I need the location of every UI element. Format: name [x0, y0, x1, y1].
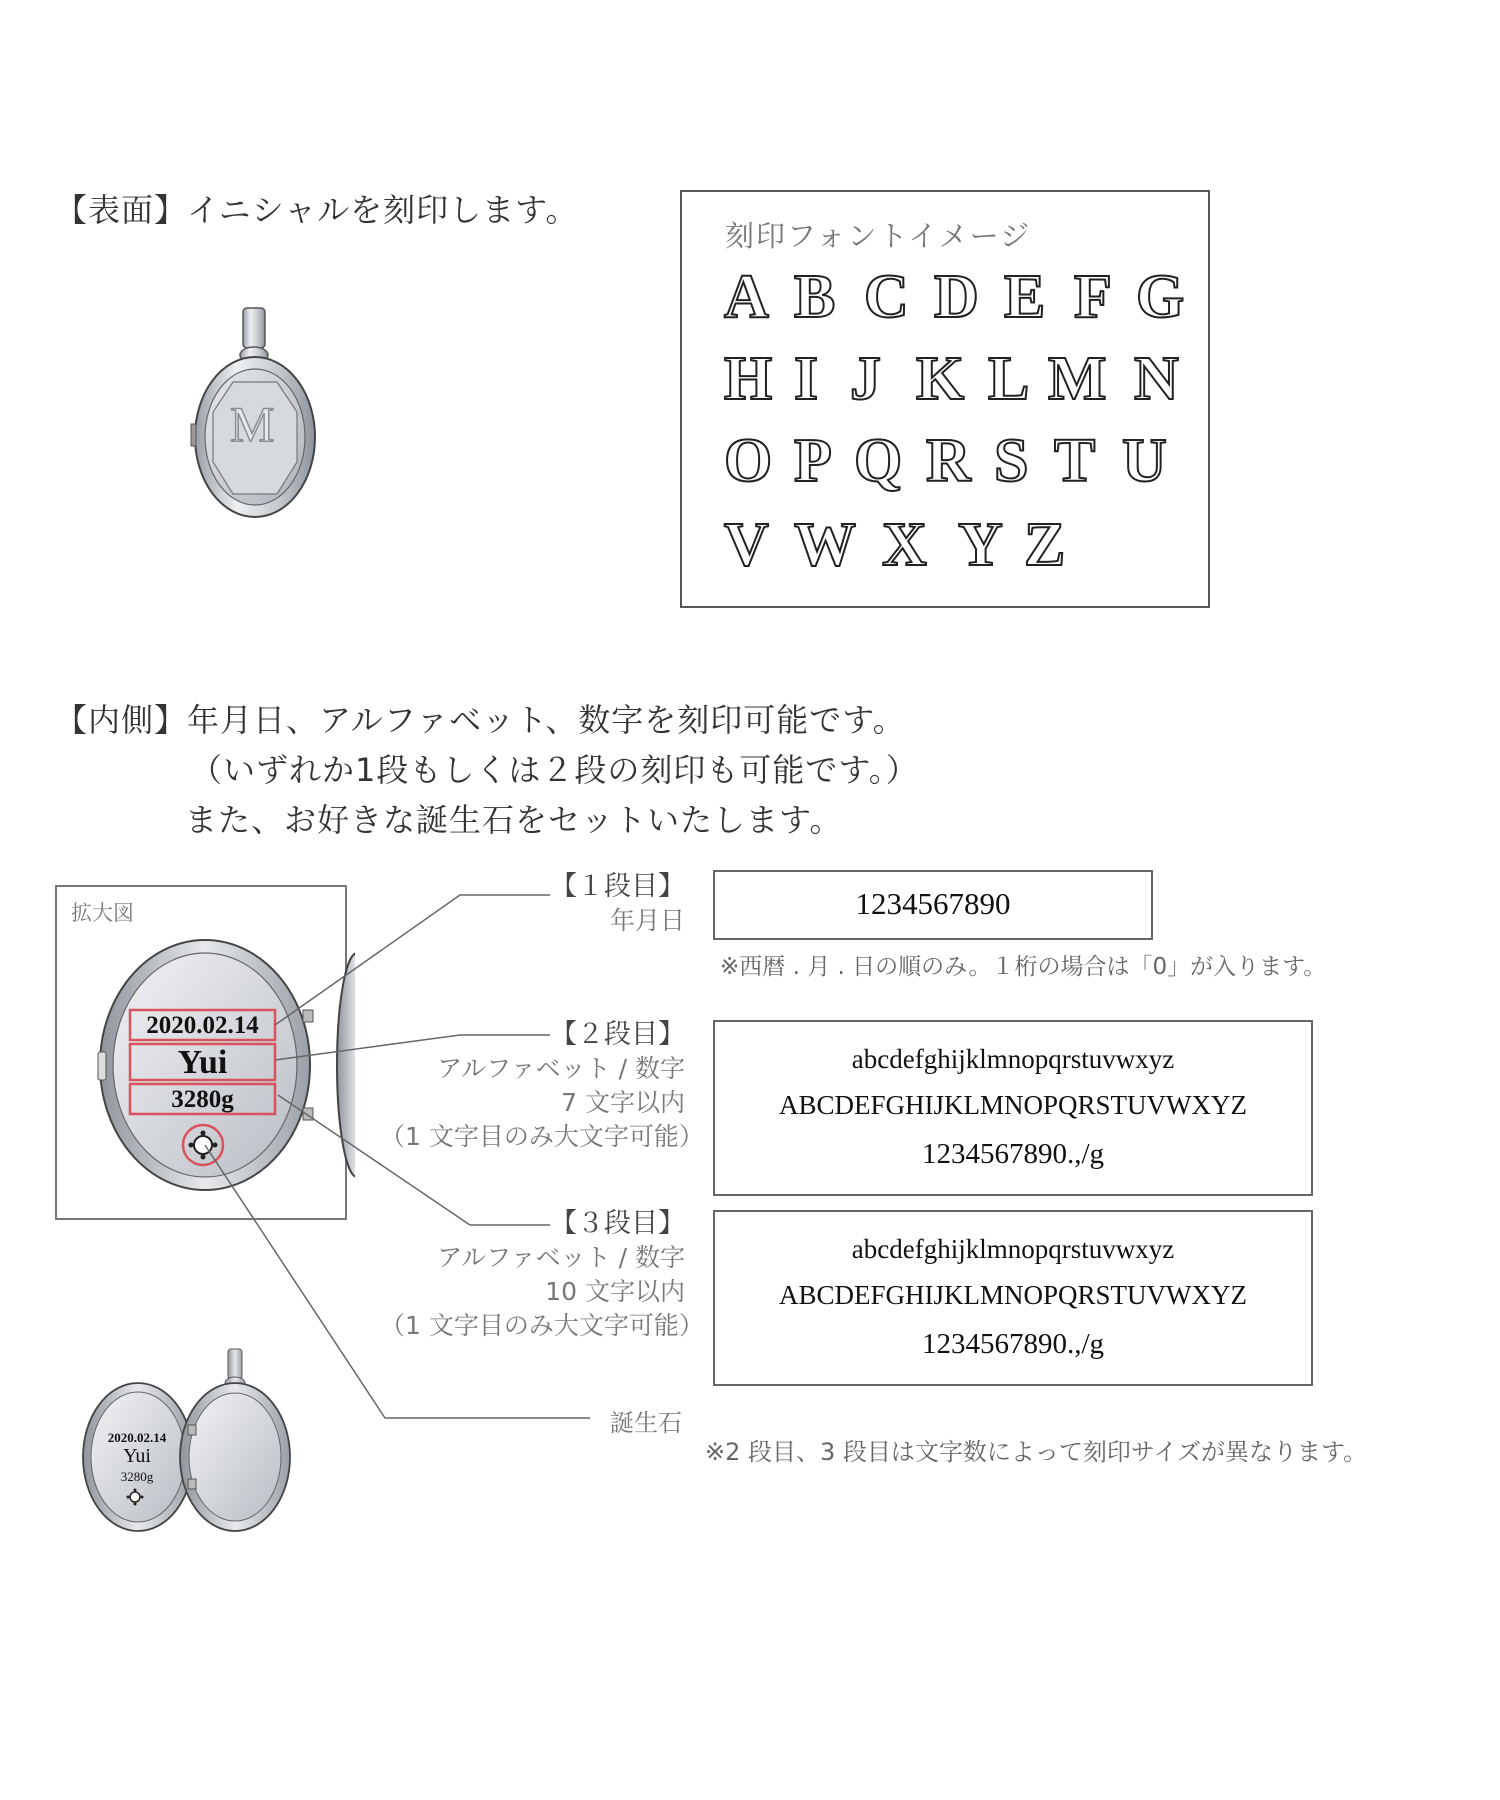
font-letter: C — [864, 263, 909, 331]
tier3-tag: 【３段目】 — [550, 1208, 685, 1239]
font-letter: B — [794, 263, 836, 331]
zoom-line3: 3280g — [171, 1086, 234, 1113]
front-pendant-initial: M — [230, 396, 275, 452]
font-letter: X — [882, 511, 927, 579]
font-letter: R — [926, 427, 971, 495]
font-letter: Z — [1024, 511, 1066, 579]
font-letter: E — [1004, 263, 1046, 331]
tier3-desc3: （1 文字目のみ大文字可能） — [380, 1311, 704, 1340]
font-letter: F — [1074, 263, 1112, 331]
font-letter: M — [1048, 345, 1107, 413]
inside-heading-line2: （いずれか1段もしくは２段の刻印も可能です。） — [190, 751, 919, 789]
inside-heading-line3: また、お好きな誕生石をセットいたします。 — [185, 801, 843, 839]
font-letter: W — [794, 511, 856, 579]
font-letter: Q — [854, 427, 903, 495]
font-letter: P — [794, 427, 832, 495]
tier2-sample-upper: ABCDEFGHIJKLMNOPQRSTUVWXYZ — [778, 1090, 1248, 1120]
tier3-desc1: アルファベット / 数字 — [437, 1243, 685, 1272]
tier1-label — [480, 870, 685, 938]
zoom-label: 拡大図 — [71, 901, 134, 925]
tier1-desc: 年月日 — [609, 906, 685, 935]
font-letter: J — [850, 345, 881, 413]
tier3-sample-box — [713, 1210, 1313, 1386]
font-letter: V — [724, 511, 769, 579]
tier2-sample-box — [713, 1020, 1313, 1196]
tier3-sample-upper: ABCDEFGHIJKLMNOPQRSTUVWXYZ — [778, 1280, 1248, 1310]
tier3-sample-lower: abcdefghijklmnopqrstuvwxyz — [851, 1234, 1175, 1264]
tier3-sample-digits: 1234567890.,/g — [921, 1328, 1105, 1360]
tier2-desc1: アルファベット / 数字 — [437, 1054, 685, 1083]
open-locket-line1: 2020.02.14 — [107, 1430, 167, 1445]
font-letter: Y — [958, 511, 1003, 579]
font-letter: N — [1134, 345, 1179, 413]
tier1-sample-box — [713, 870, 1153, 940]
tier2-sample-digits: 1234567890.,/g — [921, 1138, 1105, 1170]
tier2-sample-lower: abcdefghijklmnopqrstuvwxyz — [851, 1044, 1175, 1074]
tier2-label — [380, 1018, 704, 1154]
zoom-line1: 2020.02.14 — [146, 1012, 259, 1039]
font-letter: T — [1054, 427, 1096, 495]
font-letter: K — [916, 345, 965, 413]
font-letter: S — [994, 427, 1029, 495]
font-letter: U — [1122, 427, 1167, 495]
font-letter: O — [724, 427, 773, 495]
front-heading: 【表面】イニシャルを刻印します。 — [55, 191, 579, 229]
font-letter: H — [724, 345, 773, 413]
tier1-tag: 【１段目】 — [550, 871, 685, 902]
font-letter: G — [1136, 263, 1185, 331]
font-letter: A — [724, 263, 769, 331]
tier3-label — [380, 1207, 704, 1343]
tier1-note: ※西暦 . 月 . 日の順のみ。１桁の場合は「0」が入ります。 — [720, 954, 1327, 980]
font-letter: I — [794, 345, 819, 413]
font-letter: L — [988, 345, 1030, 413]
font-letter: D — [934, 263, 979, 331]
birthstone-label: 誕生石 — [610, 1409, 682, 1437]
font-sample-title: 刻印フォントイメージ — [725, 219, 1032, 253]
zoom-line2: Yui — [177, 1044, 228, 1081]
tier3-desc2: 10 文字以内 — [545, 1277, 685, 1306]
footer-note: ※2 段目、3 段目は文字数によって刻印サイズが異なります。 — [705, 1438, 1368, 1466]
tier2-desc3: （1 文字目のみ大文字可能） — [380, 1122, 704, 1151]
inside-heading-line1: 【内側】年月日、アルファベット、数字を刻印可能です。 — [55, 701, 906, 739]
open-locket-line3: 3280g — [120, 1469, 154, 1484]
tier2-desc2: 7 文字以内 — [561, 1088, 685, 1117]
tier2-tag: 【２段目】 — [550, 1019, 685, 1050]
open-locket-line2: Yui — [123, 1445, 151, 1467]
tier1-sample: 1234567890 — [855, 886, 1011, 921]
